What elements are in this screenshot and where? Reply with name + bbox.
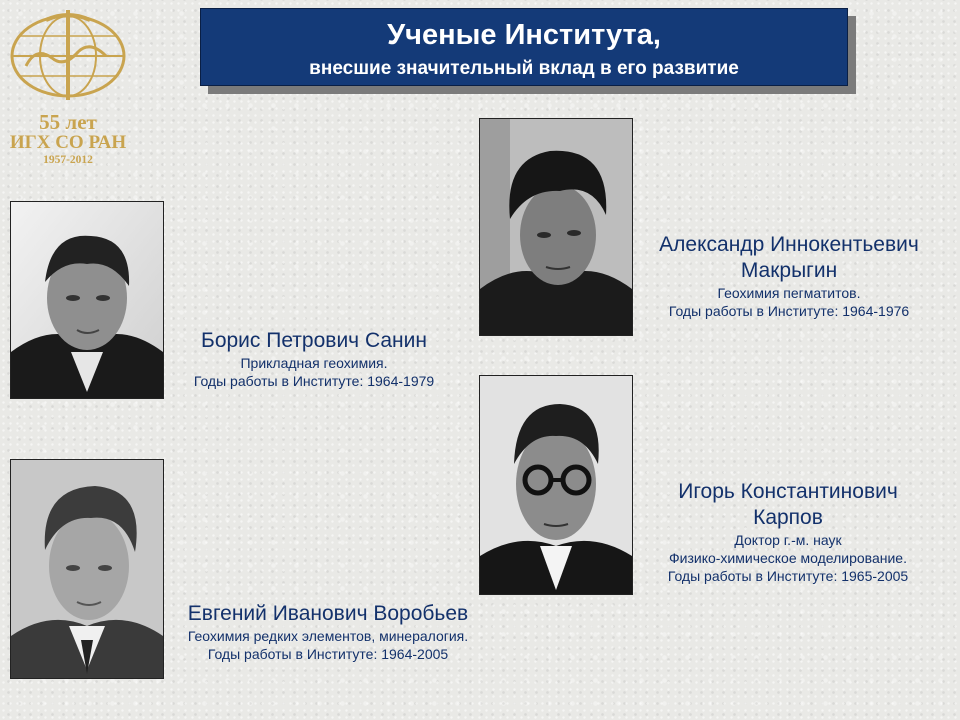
- logo-years: 55 лет: [39, 110, 97, 134]
- scientist-name-line2: Карпов: [753, 506, 823, 529]
- title-banner: [200, 8, 848, 86]
- scientist-field: Геохимия редких элементов, минералогия.: [187, 628, 469, 644]
- caption-vorobiev: [150, 601, 506, 663]
- scientist-name: Евгений Иванович Воробьев: [187, 602, 469, 625]
- scientist-years: Годы работы в Институте: 1964-2005: [207, 646, 449, 662]
- scientist-degree: Доктор г.-м. наук: [734, 532, 842, 548]
- scientist-name: Борис Петрович Санин: [201, 329, 427, 352]
- scientist-field: Физико-химическое моделирование.: [669, 550, 907, 566]
- portrait-photo-sanin: [10, 201, 164, 399]
- scientist-name-line2: Макрыгин: [740, 259, 838, 282]
- scientist-years: Годы работы в Институте: 1965-2005: [667, 568, 909, 584]
- portrait-photo-vorobiev: [10, 459, 164, 679]
- caption-karpov: [630, 479, 946, 585]
- page-subtitle: внесшие значительный вклад в его развитие: [309, 58, 739, 79]
- scientist-name-line1: Игорь Константинович: [678, 480, 898, 503]
- scientist-name-line1: Александр Иннокентьевич: [659, 233, 919, 256]
- logo-range: 1957-2012: [43, 154, 93, 166]
- page-title: Ученые Института,: [387, 19, 661, 51]
- caption-makrygin: [628, 232, 950, 320]
- scientist-years: Годы работы в Институте: 1964-1976: [668, 303, 910, 319]
- scientist-field: Прикладная геохимия.: [240, 355, 388, 371]
- caption-sanin: [160, 328, 468, 390]
- portrait-photo-makrygin: [479, 118, 633, 336]
- logo-org: ИГХ СО РАН: [9, 132, 127, 153]
- portrait-photo-karpov: [479, 375, 633, 595]
- globe-emblem-icon: [6, 6, 130, 102]
- scientist-field: Геохимия пегматитов.: [717, 285, 861, 301]
- institute-logo: [4, 6, 132, 176]
- scientist-years: Годы работы в Институте: 1964-1979: [193, 373, 435, 389]
